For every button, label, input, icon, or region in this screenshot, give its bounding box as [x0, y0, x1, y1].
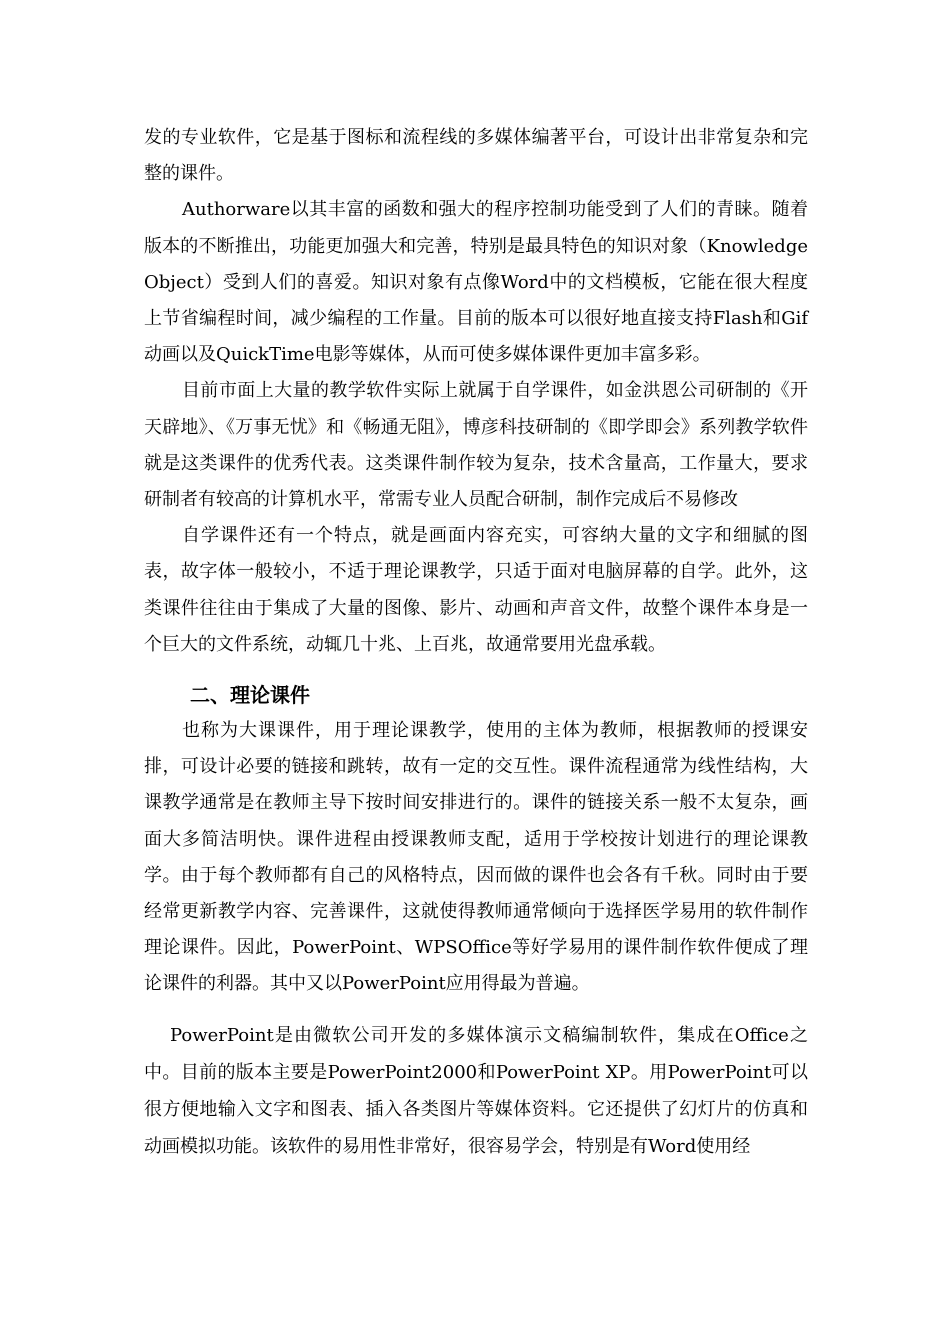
document-body: [144, 120, 808, 1165]
paragraph-self-study-feature: 自学课件还有一个特点，就是画面内容充实，可容纳大量的文字和细腻的图表，故字体一般较小，不适于理论课教学，只适于面对电脑屏幕的自学。此外，这类课件往往由于集成了大量的图像、影片、动画和声音文件，故整个课件本身是一个巨大的文件系统，动辄几十兆、上百兆，故通常要用光盘承载。: [144, 525, 808, 655]
paragraph-powerpoint: PowerPoint是由微软公司开发的多媒体演示文稿编制软件，集成在Office之中。目前的版本主要是PowerPoint2000和PowerPoint XP。用PowerPoint可以很方便地输入文字和图表、插入各类图片等媒体资料。它还提供了幻灯片的仿真和动画模拟功能。该软件的易用性非常好，很容易学会，特别是有Word使用经: [144, 1024, 808, 1157]
paragraph-continued: 发的专业软件，它是基于图标和流程线的多媒体编著平台，可设计出非常复杂和完整的课件。: [144, 127, 808, 185]
section-heading-theory-courseware: 二、理论课件: [190, 683, 310, 708]
paragraph-authorware: Authorware以其丰富的函数和强大的程序控制功能受到了人们的青睐。随着版本的不断推出，功能更加强大和完善，特别是最具特色的知识对象（Knowledge Object）受到人们的喜爱。知识对象有点像Word中的文档模板，它能在很大程度上节省编程时间，减少编程的工作量。目前的版本可以很好地直接支持Flash和Gif动画以及QuickTime电影等媒体，从而可使多媒体课件更加丰富多彩。: [144, 199, 808, 366]
paragraph-theory-courseware: 也称为大课课件，用于理论课教学，使用的主体为教师，根据教师的授课安排，可设计必要的链接和跳转，故有一定的交互性。课件流程通常为线性结构，大课教学通常是在教师主导下按时间安排进行的。课件的链接关系一般不太复杂，画面大多简洁明快。课件进程由授课教师支配，适用于学校按计划进行的理论课教学。由于每个教师都有自己的风格特点，因而做的课件也会各有千秋。同时由于要经常更新教学内容、完善课件，这就使得教师通常倾向于选择医学易用的软件制作理论课件。因此，PowerPoint、WPSOffice等好学易用的课件制作软件便成了理论课件的利器。其中又以PowerPoint应用得最为普遍。: [144, 720, 808, 995]
paragraph-market-software: 目前市面上大量的教学软件实际上就属于自学课件，如金洪恩公司研制的《开天辟地》、《万事无忧》和《畅通无阻》，博彦科技研制的《即学即会》系列教学软件就是这类课件的优秀代表。这类课件制作较为复杂，技术含量高，工作量大，要求研制者有较高的计算机水平，常需专业人员配合研制，制作完成后不易修改: [144, 380, 808, 511]
